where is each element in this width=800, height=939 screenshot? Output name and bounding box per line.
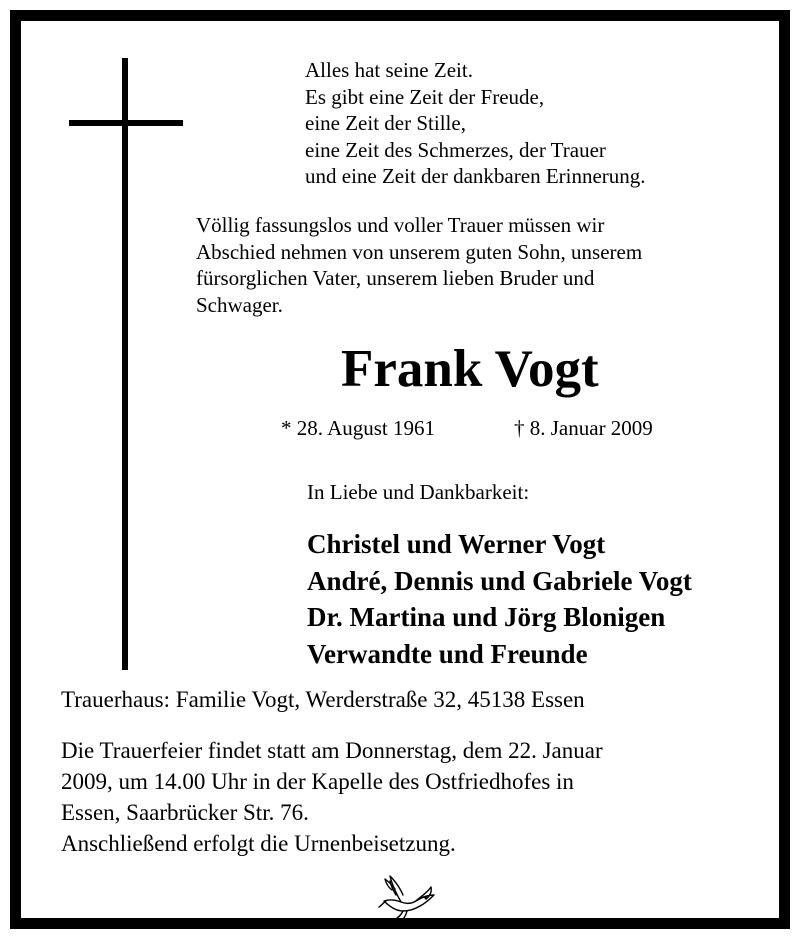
mourner-line: André, Dennis und Gabriele Vogt bbox=[307, 565, 692, 596]
funeral-service-info bbox=[61, 735, 761, 859]
poem-line: eine Zeit des Schmerzes, der Trauer bbox=[305, 137, 606, 162]
intro-line: fürsorglichen Vater, unserem lieben Bruder und bbox=[196, 266, 595, 290]
intro-text bbox=[196, 212, 766, 318]
mourner-line: Verwandte und Freunde bbox=[307, 638, 588, 669]
poem bbox=[305, 57, 646, 190]
mourner-line: Dr. Martina und Jörg Blonigen bbox=[307, 602, 666, 632]
service-line: Die Trauerfeier findet statt am Donnerstag, dem 22. Januar bbox=[61, 738, 603, 763]
cross-vertical-beam bbox=[122, 58, 128, 670]
deceased-name: Frank Vogt bbox=[341, 340, 599, 398]
poem-line: Alles hat seine Zeit. bbox=[305, 58, 473, 82]
intro-line: Abschied nehmen von unserem guten Sohn, unserem bbox=[196, 239, 643, 264]
dove-icon bbox=[374, 873, 440, 925]
mourning-house-address: Trauerhaus: Familie Vogt, Werderstraße 32, 45138 Essen bbox=[61, 687, 585, 712]
intro-line: Völlig fassungslos und voller Trauer müssen wir bbox=[196, 213, 605, 237]
obituary-notice bbox=[10, 10, 790, 929]
service-line: Essen, Saarbrücker Str. 76. bbox=[61, 800, 309, 825]
service-line: Anschließend erfolgt die Urnenbeisetzung. bbox=[61, 831, 456, 856]
birth-date: * 28. August 1961 bbox=[281, 416, 436, 440]
intro-line: Schwager. bbox=[196, 292, 283, 317]
mourners-heading: In Liebe und Dankbarkeit: bbox=[307, 480, 530, 504]
mourner-line: Christel und Werner Vogt bbox=[307, 529, 606, 559]
service-line: 2009, um 14.00 Uhr in der Kapelle des Ostfriedhofes in bbox=[61, 769, 574, 794]
cross-horizontal-beam bbox=[69, 120, 183, 126]
poem-line: Es gibt eine Zeit der Freude, bbox=[305, 84, 545, 109]
death-date: † 8. Januar 2009 bbox=[514, 416, 653, 440]
mourners-list bbox=[307, 526, 692, 672]
poem-line: und eine Zeit der dankbaren Erinnerung. bbox=[305, 164, 646, 188]
poem-line: eine Zeit der Stille, bbox=[305, 111, 466, 135]
